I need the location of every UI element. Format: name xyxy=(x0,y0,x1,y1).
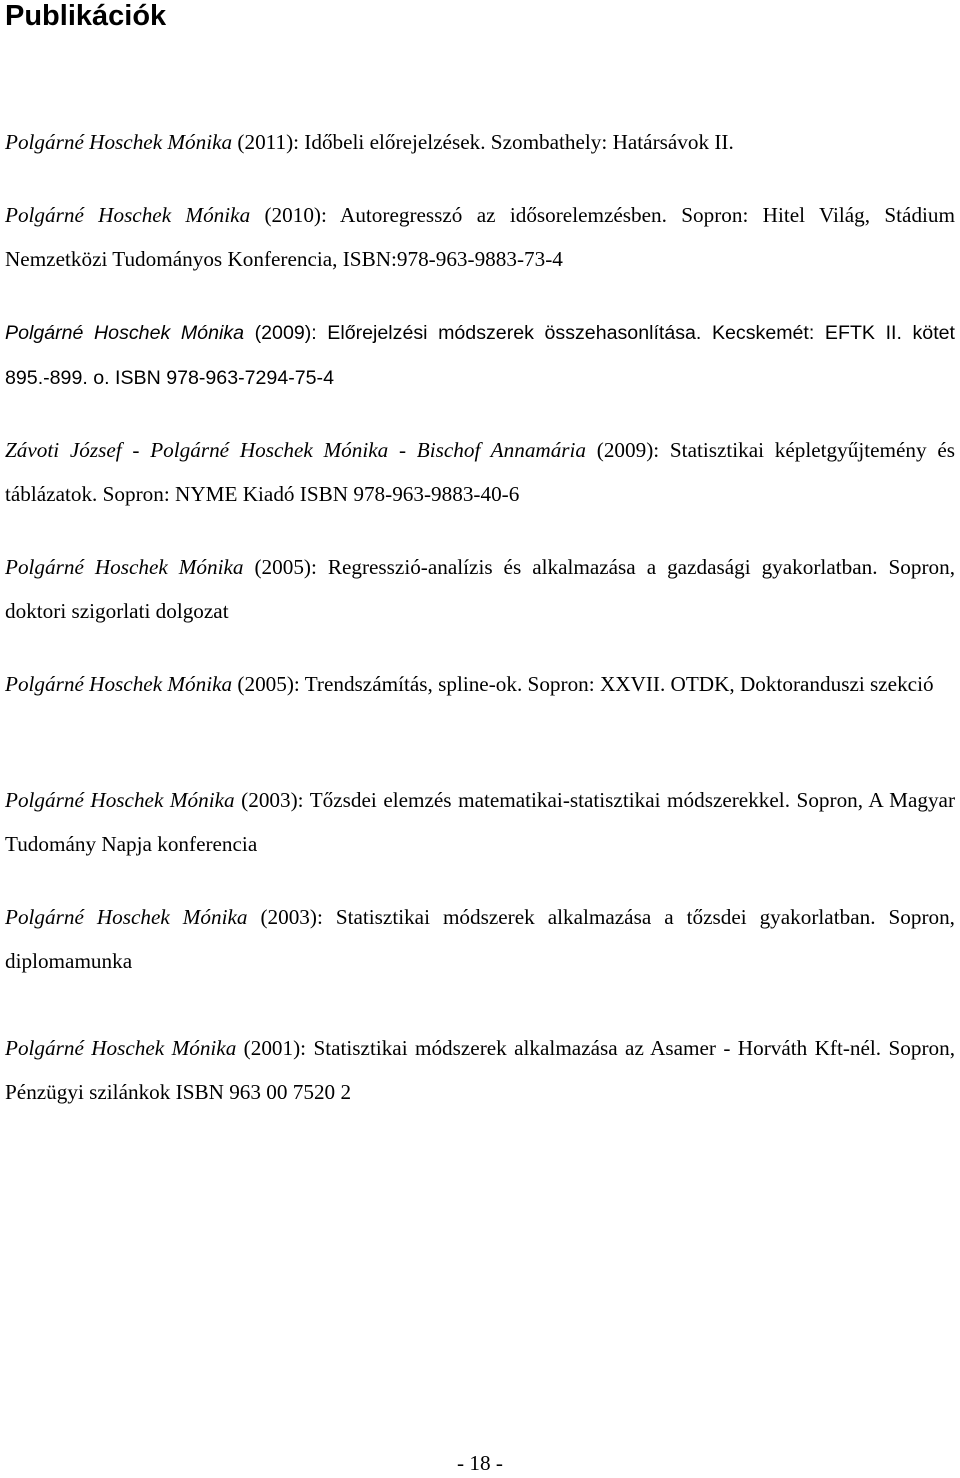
page-number: - 18 - xyxy=(457,1451,503,1475)
publication-entry-8 xyxy=(5,896,955,983)
publication-details: (2009): Statisztikai képletgyűjtemény és táblázatok. Sopron: NYME Kiadó ISBN 978-963-9883-40-6 xyxy=(5,438,955,506)
publication-details: (2011): Időbeli előrejelzések. Szombathely: Határsávok II. xyxy=(232,130,734,154)
publication-details: (2010): Autoregresszó az idősorelemzésben. Sopron: Hitel Világ, Stádium Nemzetközi Tudományos Konferencia, ISBN:978-963-9883-73-4 xyxy=(5,203,956,271)
publication-author: Závoti József - Polgárné Hoschek Mónika - Bischof Annamária xyxy=(5,438,587,462)
publication-author: Polgárné Hoschek Mónika xyxy=(5,203,251,227)
publication-author: Polgárné Hoschek Mónika xyxy=(5,322,245,344)
publication-details: (2003): Statisztikai módszerek alkalmazása a tőzsdei gyakorlatban. Sopron, diplomamunka xyxy=(5,905,955,973)
publication-author: Polgárné Hoschek Mónika xyxy=(5,788,235,812)
publication-entry-4 xyxy=(5,429,955,516)
publication-details: (2009): Előrejelzési módszerek összehasonlítása. Kecskemét: EFTK II. kötet 895.-899. o. ISBN 978-963-7294-75-4 xyxy=(5,322,955,389)
publication-author: Polgárné Hoschek Mónika xyxy=(5,130,233,154)
publication-entry-7 xyxy=(5,779,955,866)
publication-entry-3 xyxy=(5,311,955,400)
publication-author: Polgárné Hoschek Mónika xyxy=(5,905,248,929)
publication-entry-9 xyxy=(5,1027,955,1114)
publication-entry-5 xyxy=(5,546,955,633)
page-heading: Publikációk xyxy=(5,0,167,32)
publication-details: (2001): Statisztikai módszerek alkalmazása az Asamer - Horváth Kft-nél. Sopron, Pénzügyi szilánkok ISBN 963 00 7520 2 xyxy=(5,1036,955,1104)
publication-entry-2 xyxy=(5,194,955,281)
publication-author: Polgárné Hoschek Mónika xyxy=(5,1036,237,1060)
publication-entry-6 xyxy=(5,663,955,707)
publication-details: (2003): Tőzsdei elemzés matematikai-statisztikai módszerekkel. Sopron, A Magyar Tudomány Napja konferencia xyxy=(5,788,955,856)
publication-author: Polgárné Hoschek Mónika xyxy=(5,672,233,696)
publication-details: (2005): Trendszámítás, spline-ok. Sopron: XXVII. OTDK, Doktoranduszi szekció xyxy=(232,672,934,696)
publication-entry-1 xyxy=(5,121,955,165)
publication-details: (2005): Regresszió-analízis és alkalmazása a gazdasági gyakorlatban. Sopron, doktori szigorlati dolgozat xyxy=(5,555,955,623)
publication-author: Polgárné Hoschek Mónika xyxy=(5,555,244,579)
